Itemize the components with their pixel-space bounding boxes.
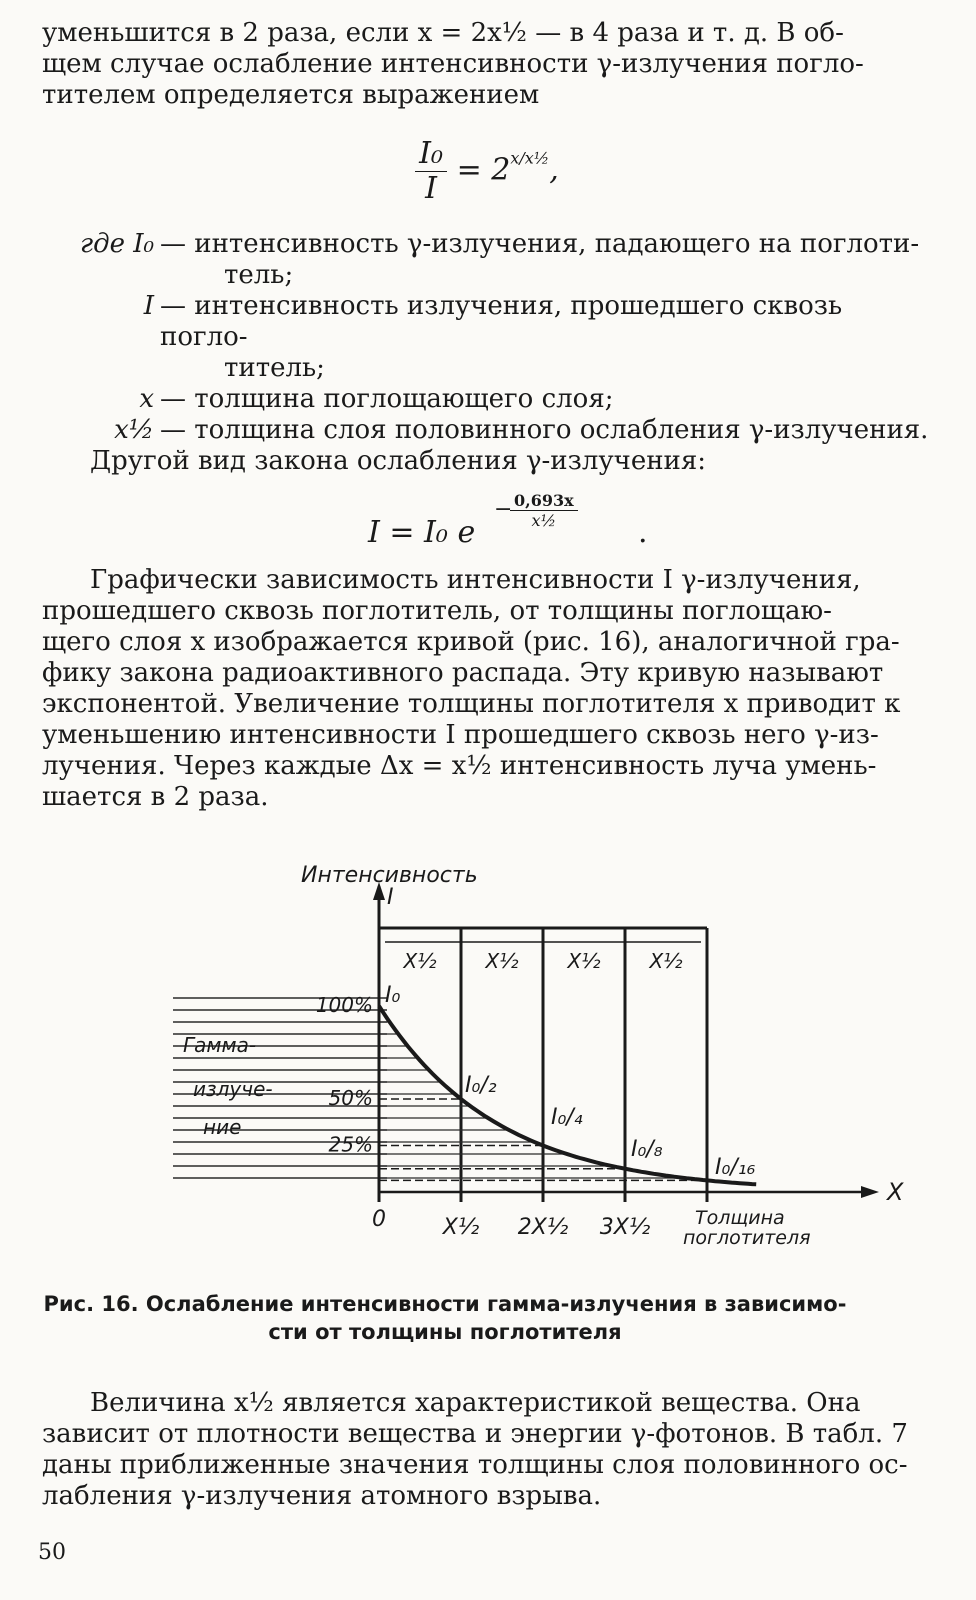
x-axis-title: Толщина	[695, 1207, 785, 1229]
caption-line: сти от толщины поглотителя	[268, 1320, 622, 1344]
curve-label: I₀/₂	[465, 1073, 497, 1098]
x-axis-arrow	[861, 1186, 879, 1198]
curve-label: I₀/₁₆	[715, 1155, 756, 1180]
formula2-tail: .	[638, 515, 648, 550]
paragraph-line: фику закона радиоактивного распада. Эту кривую называют	[42, 658, 884, 688]
x-axis-symbol: X	[887, 1178, 904, 1206]
interval-label: X½	[567, 949, 601, 973]
paragraph-line: экспонентой. Увеличение толщины поглотителя x приводит к	[42, 689, 901, 719]
definition-item	[42, 384, 932, 415]
interval-label: X½	[649, 949, 683, 973]
x-axis-title: поглотителя	[683, 1227, 811, 1249]
interval-label: X½	[403, 949, 437, 973]
percent-label: 100%	[315, 993, 373, 1017]
definition-desc: — толщина поглощающего слоя;	[160, 384, 614, 414]
formula2-exp-den: x½	[531, 511, 557, 530]
figure-caption	[0, 1290, 890, 1346]
paragraph-halfvalue	[42, 1388, 932, 1512]
paragraph-line: лучения. Через каждые Δx = x½ интенсивность луча умень-	[42, 751, 877, 781]
page-body	[42, 18, 932, 813]
intro-text	[42, 18, 932, 111]
x-tick-label: 2X½	[517, 1215, 569, 1240]
radiation-label: излуче-	[193, 1077, 273, 1101]
definition-item	[42, 291, 932, 384]
formula-exponent: x/x½	[510, 148, 550, 168]
paragraph-graph	[42, 565, 932, 813]
y-axis-title: Интенсивность	[301, 863, 478, 888]
formula2-minus: −	[494, 497, 513, 522]
percent-label: 25%	[328, 1132, 373, 1157]
definition-list	[42, 229, 932, 446]
formula2-exp-num: 0,693x	[510, 491, 578, 511]
intro-line: тителем определяется выражением	[42, 80, 540, 110]
x-tick-label: X½	[442, 1215, 480, 1240]
curve-label: I₀/₈	[631, 1137, 663, 1162]
curve-label: I₀	[385, 983, 401, 1008]
paragraph-line: прошедшего сквозь поглотитель, от толщины поглощаю-	[42, 596, 832, 626]
x-tick-label: 3X½	[599, 1215, 651, 1240]
paragraph-line: щего слоя x изображается кривой (рис. 16), аналогичной гра-	[42, 627, 900, 657]
formula-numerator: I₀	[415, 137, 447, 172]
paragraph-line: шается в 2 раза.	[42, 782, 269, 812]
paragraph-line: зависит от плотности вещества и энергии γ-фотонов. В табл. 7	[42, 1419, 908, 1449]
definition-desc: — интенсивность γ-излучения, падающего на поглоти-	[160, 229, 920, 259]
intro-line: уменьшится в 2 раза, если x = 2x½ — в 4 раза и т. д. В об-	[42, 18, 844, 48]
formula-denominator: I	[425, 171, 438, 206]
formula-tail: ,	[549, 152, 559, 188]
origin-label: 0	[372, 1207, 386, 1232]
definition-cont: тель;	[224, 260, 294, 290]
paragraph-line: Величина x½ является характеристикой вещества. Она	[90, 1388, 861, 1418]
attenuation-curve	[379, 1006, 756, 1184]
definition-term: x½	[114, 415, 154, 445]
radiation-label: ние	[203, 1115, 242, 1139]
definition-item	[42, 229, 932, 291]
other-form-text: Другой вид закона ослабления γ-излучения:	[90, 446, 707, 476]
formula-attenuation	[42, 137, 932, 207]
caption-line: Рис. 16. Ослабление интенсивности гамма-излучения в зависимо-	[43, 1292, 847, 1316]
paragraph-line: даны приближенные значения толщины слоя половинного ос-	[42, 1450, 908, 1480]
definition-desc: — интенсивность излучения, прошедшего сквозь погло-	[160, 291, 843, 352]
curve-label: I₀/₄	[551, 1105, 583, 1130]
formula-rhs: = 2	[456, 152, 511, 188]
definition-term: I	[143, 291, 154, 321]
radiation-label: Гамма-	[183, 1033, 257, 1057]
interval-label: X½	[485, 949, 519, 973]
formula-exponential	[42, 491, 932, 555]
definition-desc: — толщина слоя половинного ослабления γ-излучения.	[160, 415, 929, 445]
figure-attenuation-chart	[80, 856, 970, 1276]
paragraph-line: уменьшению интенсивности I прошедшего сквозь него γ-из-	[42, 720, 879, 750]
formula-fraction	[415, 137, 447, 206]
percent-label: 50%	[328, 1086, 373, 1110]
definition-term: x	[139, 384, 154, 414]
intro-line: щем случае ослабление интенсивности γ-излучения погло-	[42, 49, 864, 79]
y-axis-symbol: I	[387, 885, 394, 910]
page-number: 50	[38, 1540, 66, 1565]
paragraph-line: лабления γ-излучения атомного взрыва.	[42, 1481, 602, 1511]
paragraph-line: Графически зависимость интенсивности I γ-излучения,	[90, 565, 861, 595]
definition-term: где I₀	[80, 229, 154, 259]
definition-item	[42, 415, 932, 446]
definition-cont: титель;	[224, 353, 325, 383]
formula2-lhs: I = I₀ e	[368, 515, 476, 550]
formula2-exponent	[510, 491, 578, 530]
